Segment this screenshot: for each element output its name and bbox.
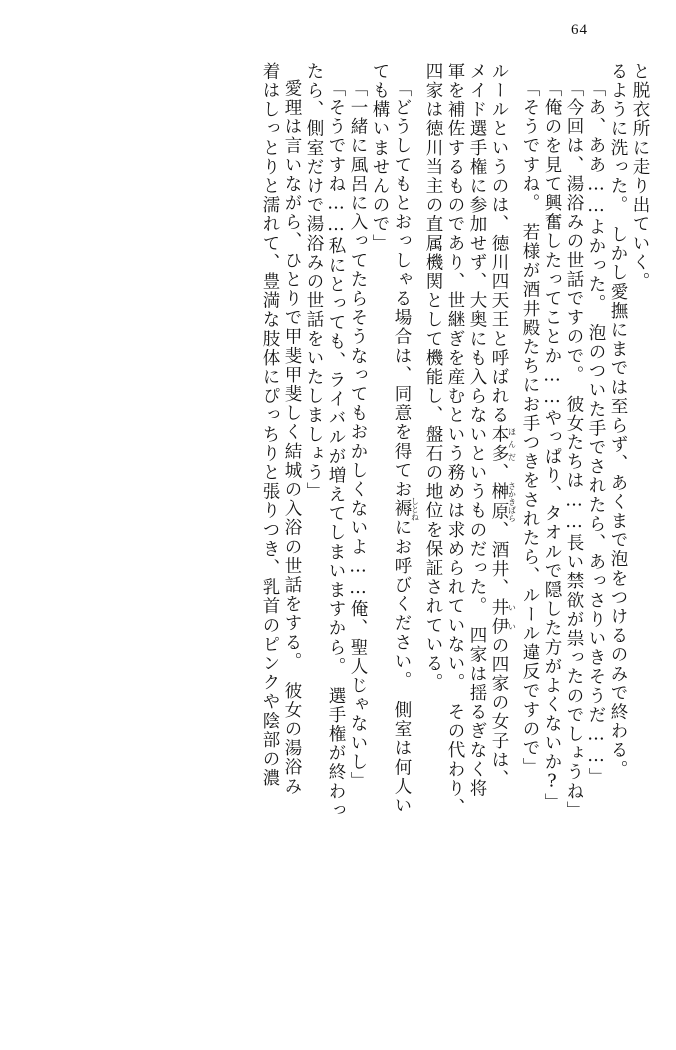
text-column-1: と脱衣所に走り出ていく。 [630,62,650,292]
vertical-text-body [28,62,648,1017]
text-column-9: ても構いませんので」 [370,62,390,253]
text-column-12: たら、側室だけで湯浴みの世話をいたしましょう」 [304,62,324,502]
text-column-13: 愛理は言いながら、ひとりで甲斐甲斐しく結城の入浴の世話をする。 彼女の湯浴み [282,79,302,797]
text-column-ruby-c: 軍を補佐するものであり、世継ぎを産むという務めは求められていない。 その代わり、 [445,62,465,818]
page-number: 64 [571,22,588,38]
text-column-11: 「そうですね……私にとっても、ライバルが増えてしまいますから。 選手権が終わっ [326,79,346,821]
text-column-8: 「どうしてもとおっしゃる場合は、同意を得てお褥しとねにお呼びください。 側室は何人い [392,79,420,816]
text-column-6: 「そうですね。 若様が酒井殿たちにお手つきをされたら、ルール違反ですので」 [520,79,540,777]
text-column-2: るように洗った。 しかし愛撫にまでは至らず、あくまで泡をつけるのみで終わる。 [608,62,628,780]
text-column-3: 「あ、ああ……よかった。 泡のついた手でされたら、あっさりいきそうだ……」 [586,79,606,787]
text-column-ruby-b: メイド選手権に参加せず、大奥にも入らないというものだった。 四家は揺るぎなく将 [467,62,487,799]
text-column-5: 「俺のを見て興奮したってことか……やっぱり、タオルで隠した方がよくないか?」 [542,79,562,813]
text-column-ruby-a: ルールというのは、徳川四天王と呼ばれる本多ほんだ、榊原さかきばら、酒井、井伊いいの四家の女子は、 [489,62,517,789]
text-column-4: 「今回は、湯浴みの世話ですので。 彼女たちは……長い禁欲が祟ったのでしょうね」 [564,79,584,821]
text-column-7: 四家は徳川当主の直属機関として機能し、盤石の地位を保証されている。 [423,62,443,693]
text-column-14: 着はしっとりと濡れて、豊満な肢体にぴっちりと張りつき、乳首のピンクや陰部の濃 [260,62,280,788]
text-column-10: 「一緒に風呂に入ってたらそうなってもおかしくないよ……俺、聖人じゃないし」 [348,79,368,791]
